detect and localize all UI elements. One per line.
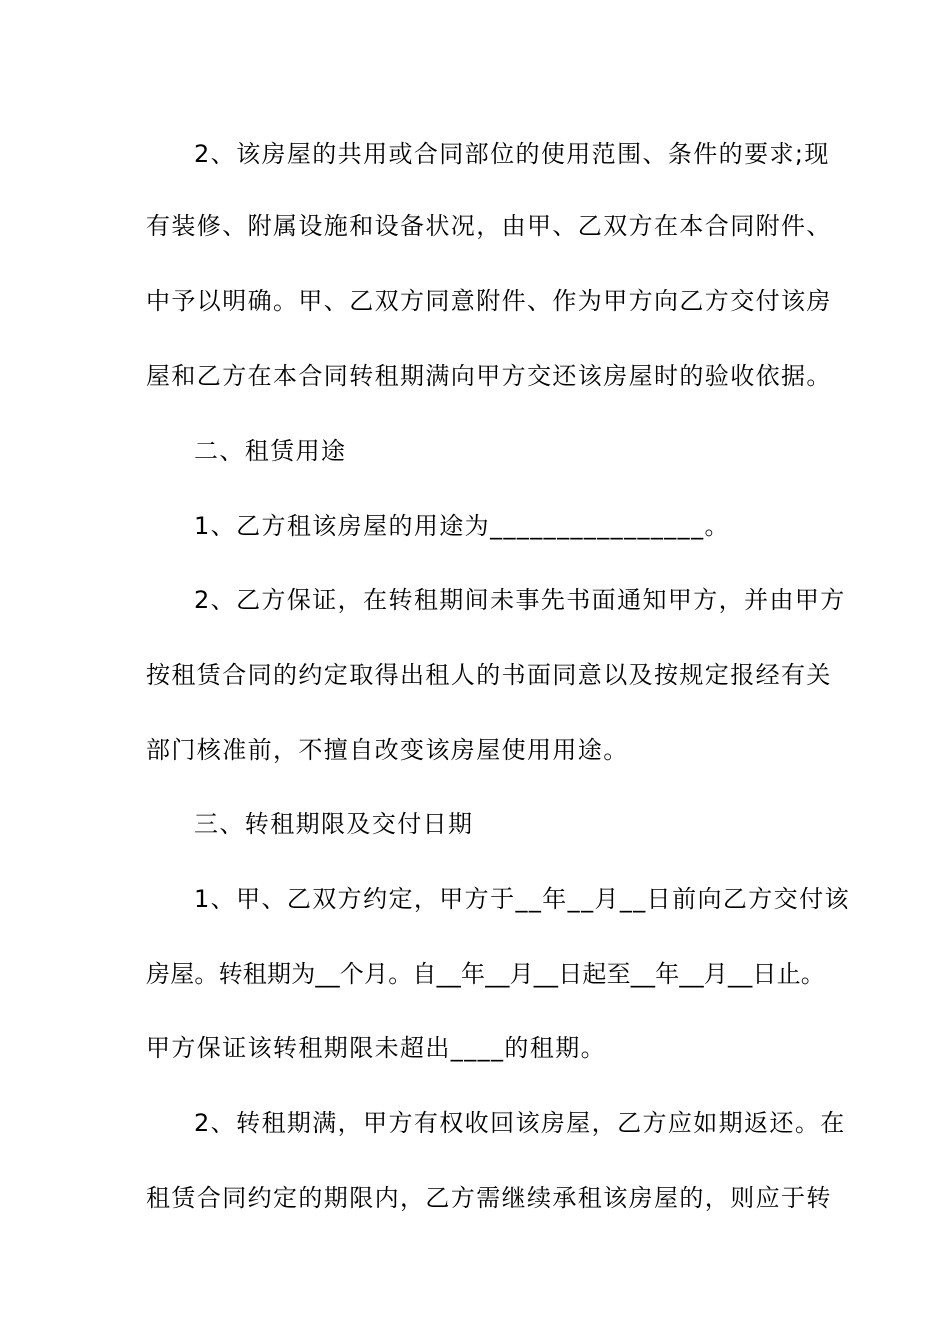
paragraph-line: 房屋。转租期为__个月。自__年__月__日起至__年__月__日止。 <box>146 960 825 988</box>
section-heading: 二、租赁用途 <box>194 437 347 465</box>
paragraph-line: 按租赁合同的约定取得出租人的书面同意以及按规定报经有关 <box>146 661 832 689</box>
paragraph-line: 2、转租期满，甲方有权收回该房屋，乙方应如期返还。在 <box>194 1109 846 1137</box>
paragraph-line: 1、乙方租该房屋的用途为________________。 <box>194 512 730 540</box>
paragraph-line: 2、乙方保证，在转租期间未事先书面通知甲方，并由甲方 <box>194 586 846 614</box>
paragraph-line: 甲方保证该转租期限未超出____的租期。 <box>146 1034 606 1062</box>
paragraph-line: 2、该房屋的共用或合同部位的使用范围、条件的要求;现 <box>194 140 830 168</box>
paragraph-line: 中予以明确。甲、乙双方同意附件、作为甲方向乙方交付该房 <box>146 287 832 315</box>
paragraph-line: 部门核准前，不擅自改变该房屋使用用途。 <box>146 736 629 764</box>
paragraph-line: 1、甲、乙双方约定，甲方于__年__月__日前向乙方交付该 <box>194 885 850 913</box>
paragraph-line: 有装修、附属设施和设备状况，由甲、乙双方在本合同附件、 <box>146 212 832 240</box>
section-heading: 三、转租期限及交付日期 <box>194 810 474 838</box>
paragraph-line: 屋和乙方在本合同转租期满向甲方交还该房屋时的验收依据。 <box>146 362 832 390</box>
paragraph-line: 租赁合同约定的期限内，乙方需继续承租该房屋的，则应于转 <box>146 1184 832 1212</box>
